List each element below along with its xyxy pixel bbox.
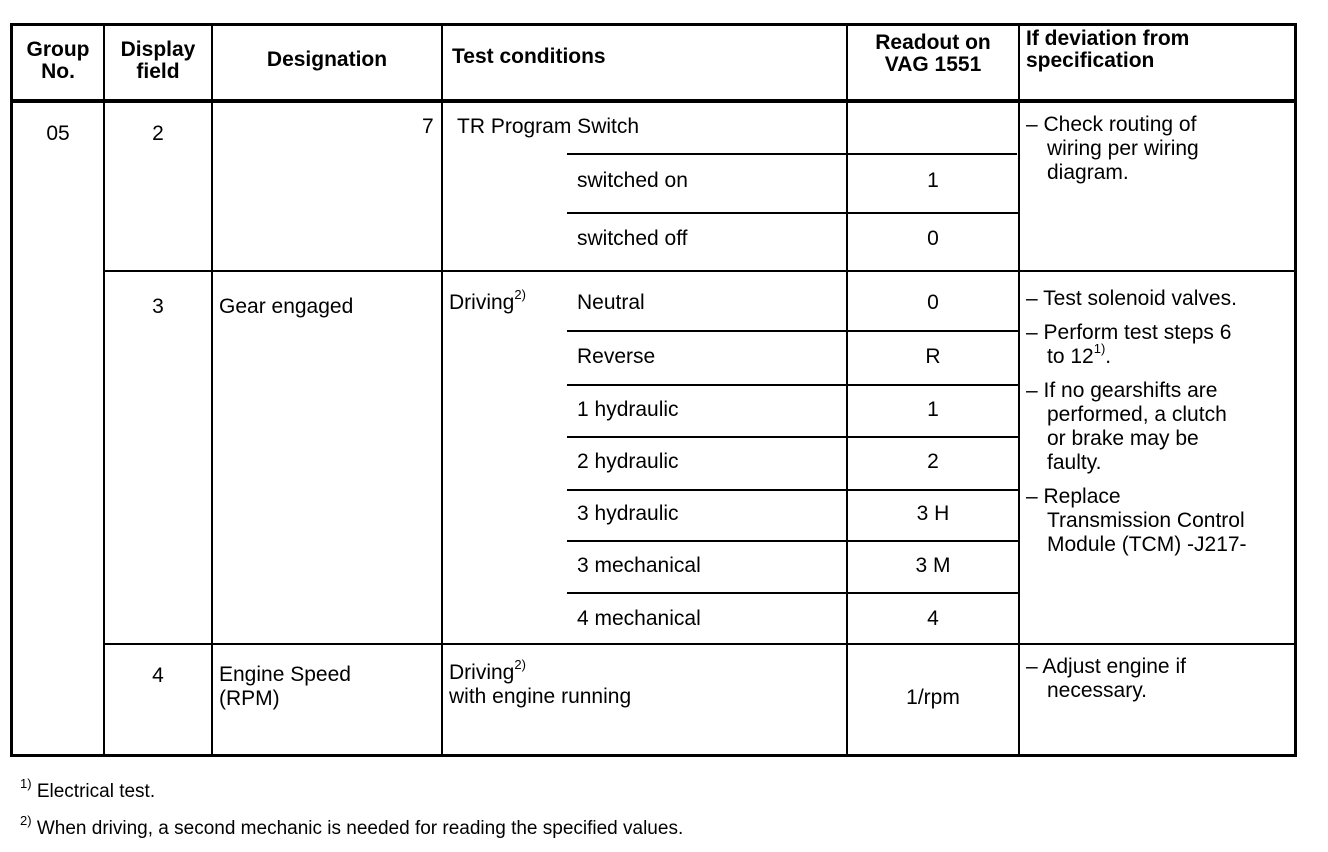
f3-row-line-1 (567, 330, 1019, 332)
header-readout: Readout on VAG 1551 (875, 31, 991, 76)
header-designation: Designation (266, 48, 388, 71)
section-sep-3-4 (104, 643, 1297, 645)
group-number: 05 (46, 122, 70, 145)
footnote-1: $^{1)}$ Electrical test. (20, 775, 156, 802)
condition-3-hydraulic: 3 hydraulic (577, 502, 679, 525)
header-deviation: If deviation from specification (1026, 27, 1190, 72)
deviation-field-2: – Check routing of wiring per wiring diagram. (1026, 113, 1199, 184)
readout-switched-on: 1 (927, 169, 939, 192)
col-sep-2 (211, 23, 213, 757)
designation-engine-speed: Engine Speed (RPM) (219, 663, 351, 710)
readout-neutral: 0 (927, 291, 939, 314)
f3-row-line-5 (567, 540, 1019, 542)
condition-reverse: Reverse (577, 345, 656, 368)
header-display-field: Display field (120, 38, 196, 83)
header-group-no: Group No. (26, 38, 90, 83)
readout-reverse: R (925, 345, 941, 368)
deviation-field-4: – Adjust engine if necessary. (1026, 655, 1186, 702)
display-field-3: 3 (152, 295, 164, 318)
deviation-field-3: – Test solenoid valves. – Perform test steps 6 to 12$^{1)}$. – If no gearshifts are performed, a clutch or brake may be faulty. – Replace Transmission Control Module (TCM) -J217- (1026, 287, 1247, 556)
readout-switched-off: 0 (927, 227, 939, 250)
condition-driving-engine-running: Driving$^{2)}$ with engine running (449, 657, 632, 708)
section-sep-2-3 (104, 270, 1297, 272)
condition-driving: Driving$^{2)}$ (449, 287, 526, 314)
border-right (1294, 23, 1297, 757)
header-separator (10, 99, 1297, 103)
border-bottom (10, 754, 1297, 757)
f3-row-line-4 (567, 489, 1019, 491)
condition-4-mechanical: 4 mechanical (577, 607, 701, 630)
f3-row-line-2 (567, 384, 1019, 386)
readout-1-hydraulic: 1 (927, 398, 939, 421)
condition-3-mechanical: 3 mechanical (577, 554, 701, 577)
readout-3-mechanical: 3 M (915, 554, 951, 577)
header-test-conditions: Test conditions (452, 45, 606, 68)
display-field-2: 2 (152, 122, 164, 145)
condition-neutral: Neutral (577, 291, 645, 314)
condition-switched-on: switched on (577, 169, 688, 192)
f3-row-line-3 (567, 436, 1019, 438)
f2-row-line-2 (567, 212, 1019, 214)
col-sep-5 (1018, 23, 1020, 757)
readout-2-hydraulic: 2 (927, 450, 939, 473)
col-sep-3 (441, 23, 443, 757)
f3-row-line-6 (567, 592, 1019, 594)
designation-number: 7 (422, 115, 434, 138)
f2-row-line-1 (567, 153, 1017, 155)
designation-gear-engaged: Gear engaged (219, 295, 354, 318)
readout-4-mechanical: 4 (927, 607, 939, 630)
condition-switched-off: switched off (577, 227, 688, 250)
readout-3-hydraulic: 3 H (916, 502, 950, 525)
display-field-4: 4 (152, 664, 164, 687)
readout-engine-speed: 1/rpm (906, 686, 960, 709)
footnote-2: $^{2)}$ When driving, a second mechanic is needed for reading the specified values. (20, 812, 684, 839)
condition-1-hydraulic: 1 hydraulic (577, 398, 679, 421)
condition-2-hydraulic: 2 hydraulic (577, 450, 679, 473)
designation-tr-program-switch: TR Program Switch (457, 115, 640, 138)
col-sep-4 (846, 23, 848, 757)
